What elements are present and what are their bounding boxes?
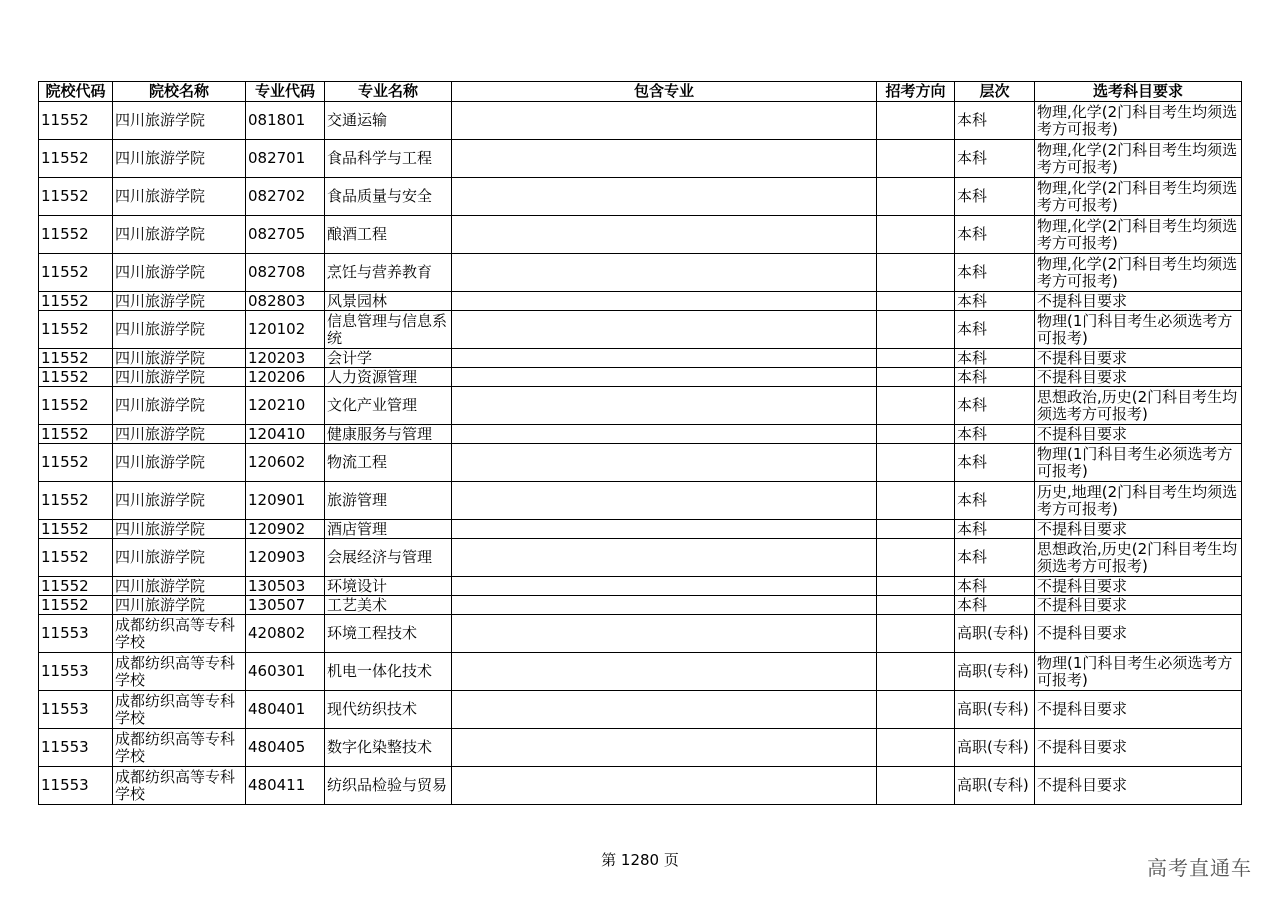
cell-major-name: 酒店管理 — [325, 520, 452, 539]
cell-major-code: 082702 — [246, 178, 325, 216]
cell-major-name: 文化产业管理 — [325, 387, 452, 425]
cell-included-majors — [452, 349, 877, 368]
cell-major-code: 082701 — [246, 140, 325, 178]
cell-major-code: 082708 — [246, 254, 325, 292]
col-header-major-name: 专业名称 — [325, 82, 452, 102]
cell-direction — [877, 311, 955, 349]
cell-major-name: 交通运输 — [325, 102, 452, 140]
table-body — [39, 102, 1242, 805]
cell-major-name: 食品质量与安全 — [325, 178, 452, 216]
cell-subject-requirement: 不提科目要求 — [1035, 767, 1242, 805]
cell-direction — [877, 425, 955, 444]
cell-direction — [877, 482, 955, 520]
cell-school-name: 四川旅游学院 — [113, 349, 246, 368]
cell-major-name: 烹饪与营养教育 — [325, 254, 452, 292]
cell-direction — [877, 520, 955, 539]
col-header-level: 层次 — [955, 82, 1035, 102]
cell-subject-requirement: 不提科目要求 — [1035, 349, 1242, 368]
cell-school-code: 11552 — [39, 292, 113, 311]
cell-level: 本科 — [955, 577, 1035, 596]
cell-direction — [877, 178, 955, 216]
cell-school-name: 成都纺织高等专科学校 — [113, 615, 246, 653]
cell-included-majors — [452, 216, 877, 254]
cell-level: 高职(专科) — [955, 615, 1035, 653]
cell-major-code: 120102 — [246, 311, 325, 349]
cell-direction — [877, 387, 955, 425]
cell-major-name: 物流工程 — [325, 444, 452, 482]
cell-major-code: 120210 — [246, 387, 325, 425]
cell-school-code: 11552 — [39, 368, 113, 387]
page-number: 第 1280 页 — [601, 851, 679, 869]
cell-major-name: 现代纺织技术 — [325, 691, 452, 729]
cell-major-name: 数字化染整技术 — [325, 729, 452, 767]
table-row — [39, 311, 1242, 349]
cell-school-name: 四川旅游学院 — [113, 368, 246, 387]
table-row — [39, 482, 1242, 520]
cell-subject-requirement: 不提科目要求 — [1035, 596, 1242, 615]
cell-level: 本科 — [955, 368, 1035, 387]
cell-included-majors — [452, 596, 877, 615]
table-row — [39, 102, 1242, 140]
cell-school-code: 11552 — [39, 216, 113, 254]
cell-major-code: 480405 — [246, 729, 325, 767]
cell-school-code: 11552 — [39, 349, 113, 368]
cell-school-code: 11552 — [39, 596, 113, 615]
table-row — [39, 767, 1242, 805]
cell-school-code: 11552 — [39, 539, 113, 577]
cell-included-majors — [452, 178, 877, 216]
cell-subject-requirement: 不提科目要求 — [1035, 520, 1242, 539]
cell-school-code: 11553 — [39, 729, 113, 767]
col-header-school-code: 院校代码 — [39, 82, 113, 102]
cell-school-code: 11553 — [39, 767, 113, 805]
cell-school-code: 11552 — [39, 520, 113, 539]
cell-subject-requirement: 不提科目要求 — [1035, 577, 1242, 596]
cell-level: 本科 — [955, 425, 1035, 444]
col-header-subject-requirement: 选考科目要求 — [1035, 82, 1242, 102]
cell-major-code: 120206 — [246, 368, 325, 387]
table-row — [39, 577, 1242, 596]
cell-school-code: 11553 — [39, 691, 113, 729]
cell-school-name: 四川旅游学院 — [113, 425, 246, 444]
cell-included-majors — [452, 102, 877, 140]
cell-direction — [877, 254, 955, 292]
table-row — [39, 596, 1242, 615]
header-row — [39, 82, 1242, 102]
cell-school-name: 四川旅游学院 — [113, 292, 246, 311]
cell-subject-requirement: 不提科目要求 — [1035, 615, 1242, 653]
cell-major-code: 120602 — [246, 444, 325, 482]
cell-school-code: 11553 — [39, 615, 113, 653]
cell-included-majors — [452, 615, 877, 653]
cell-subject-requirement: 物理,化学(2门科目考生均须选考方可报考) — [1035, 102, 1242, 140]
cell-school-code: 11552 — [39, 444, 113, 482]
cell-included-majors — [452, 387, 877, 425]
cell-major-code: 130503 — [246, 577, 325, 596]
cell-included-majors — [452, 539, 877, 577]
cell-direction — [877, 653, 955, 691]
cell-included-majors — [452, 691, 877, 729]
cell-level: 本科 — [955, 292, 1035, 311]
cell-included-majors — [452, 311, 877, 349]
cell-subject-requirement: 物理,化学(2门科目考生均须选考方可报考) — [1035, 140, 1242, 178]
cell-school-name: 成都纺织高等专科学校 — [113, 767, 246, 805]
cell-included-majors — [452, 653, 877, 691]
cell-school-code: 11552 — [39, 311, 113, 349]
cell-subject-requirement: 不提科目要求 — [1035, 292, 1242, 311]
cell-school-code: 11552 — [39, 577, 113, 596]
col-header-included-majors: 包含专业 — [452, 82, 877, 102]
cell-direction — [877, 292, 955, 311]
cell-school-name: 四川旅游学院 — [113, 596, 246, 615]
cell-subject-requirement: 不提科目要求 — [1035, 425, 1242, 444]
cell-level: 本科 — [955, 178, 1035, 216]
cell-subject-requirement: 思想政治,历史(2门科目考生均须选考方可报考) — [1035, 387, 1242, 425]
cell-subject-requirement: 思想政治,历史(2门科目考生均须选考方可报考) — [1035, 539, 1242, 577]
cell-school-name: 四川旅游学院 — [113, 444, 246, 482]
cell-major-code: 081801 — [246, 102, 325, 140]
table-row — [39, 615, 1242, 653]
cell-included-majors — [452, 767, 877, 805]
cell-major-name: 酿酒工程 — [325, 216, 452, 254]
col-header-major-code: 专业代码 — [246, 82, 325, 102]
cell-included-majors — [452, 729, 877, 767]
cell-included-majors — [452, 425, 877, 444]
table-row — [39, 387, 1242, 425]
cell-subject-requirement: 物理,化学(2门科目考生均须选考方可报考) — [1035, 254, 1242, 292]
cell-major-code: 480401 — [246, 691, 325, 729]
cell-major-name: 旅游管理 — [325, 482, 452, 520]
cell-major-name: 会计学 — [325, 349, 452, 368]
table-row — [39, 140, 1242, 178]
cell-major-code: 120903 — [246, 539, 325, 577]
table-row — [39, 444, 1242, 482]
cell-subject-requirement: 物理,化学(2门科目考生均须选考方可报考) — [1035, 178, 1242, 216]
cell-level: 本科 — [955, 102, 1035, 140]
cell-direction — [877, 615, 955, 653]
cell-included-majors — [452, 444, 877, 482]
table-row — [39, 292, 1242, 311]
cell-major-code: 082705 — [246, 216, 325, 254]
table-row — [39, 178, 1242, 216]
cell-direction — [877, 691, 955, 729]
cell-direction — [877, 596, 955, 615]
cell-level: 高职(专科) — [955, 653, 1035, 691]
cell-subject-requirement: 不提科目要求 — [1035, 368, 1242, 387]
cell-direction — [877, 349, 955, 368]
cell-major-name: 机电一体化技术 — [325, 653, 452, 691]
table-row — [39, 368, 1242, 387]
cell-major-name: 信息管理与信息系统 — [325, 311, 452, 349]
cell-level: 本科 — [955, 539, 1035, 577]
cell-major-name: 风景园林 — [325, 292, 452, 311]
cell-subject-requirement: 不提科目要求 — [1035, 729, 1242, 767]
cell-included-majors — [452, 368, 877, 387]
cell-school-code: 11552 — [39, 102, 113, 140]
cell-major-code: 480411 — [246, 767, 325, 805]
cell-major-name: 环境设计 — [325, 577, 452, 596]
cell-direction — [877, 216, 955, 254]
cell-major-name: 健康服务与管理 — [325, 425, 452, 444]
table-row — [39, 425, 1242, 444]
cell-level: 本科 — [955, 482, 1035, 520]
table-row — [39, 254, 1242, 292]
cell-major-name: 人力资源管理 — [325, 368, 452, 387]
cell-direction — [877, 539, 955, 577]
cell-school-name: 四川旅游学院 — [113, 311, 246, 349]
cell-school-name: 四川旅游学院 — [113, 178, 246, 216]
cell-level: 本科 — [955, 216, 1035, 254]
cell-included-majors — [452, 140, 877, 178]
cell-subject-requirement: 物理(1门科目考生必须选考方可报考) — [1035, 444, 1242, 482]
cell-level: 本科 — [955, 520, 1035, 539]
cell-direction — [877, 102, 955, 140]
cell-major-code: 120203 — [246, 349, 325, 368]
cell-subject-requirement: 物理(1门科目考生必须选考方可报考) — [1035, 653, 1242, 691]
cell-school-code: 11552 — [39, 387, 113, 425]
cell-school-code: 11552 — [39, 178, 113, 216]
table-row — [39, 216, 1242, 254]
cell-major-name: 纺织品检验与贸易 — [325, 767, 452, 805]
cell-school-name: 四川旅游学院 — [113, 577, 246, 596]
table-row — [39, 653, 1242, 691]
cell-level: 高职(专科) — [955, 729, 1035, 767]
cell-included-majors — [452, 292, 877, 311]
cell-school-name: 成都纺织高等专科学校 — [113, 691, 246, 729]
cell-major-code: 120902 — [246, 520, 325, 539]
watermark: 高考直通车 — [1147, 856, 1252, 880]
cell-major-code: 460301 — [246, 653, 325, 691]
cell-subject-requirement: 物理,化学(2门科目考生均须选考方可报考) — [1035, 216, 1242, 254]
cell-school-name: 四川旅游学院 — [113, 140, 246, 178]
cell-school-code: 11552 — [39, 482, 113, 520]
cell-major-name: 会展经济与管理 — [325, 539, 452, 577]
cell-school-name: 四川旅游学院 — [113, 102, 246, 140]
cell-school-name: 四川旅游学院 — [113, 387, 246, 425]
table-row — [39, 349, 1242, 368]
cell-major-name: 环境工程技术 — [325, 615, 452, 653]
cell-level: 本科 — [955, 444, 1035, 482]
cell-level: 本科 — [955, 387, 1035, 425]
cell-school-code: 11553 — [39, 653, 113, 691]
cell-school-name: 成都纺织高等专科学校 — [113, 653, 246, 691]
cell-major-code: 130507 — [246, 596, 325, 615]
cell-direction — [877, 444, 955, 482]
cell-direction — [877, 368, 955, 387]
col-header-school-name: 院校名称 — [113, 82, 246, 102]
cell-major-name: 食品科学与工程 — [325, 140, 452, 178]
cell-direction — [877, 729, 955, 767]
admission-table — [38, 81, 1242, 805]
cell-level: 本科 — [955, 349, 1035, 368]
cell-subject-requirement: 历史,地理(2门科目考生均须选考方可报考) — [1035, 482, 1242, 520]
cell-major-code: 082803 — [246, 292, 325, 311]
cell-major-code: 120901 — [246, 482, 325, 520]
cell-direction — [877, 767, 955, 805]
cell-major-code: 120410 — [246, 425, 325, 444]
cell-school-name: 四川旅游学院 — [113, 482, 246, 520]
cell-direction — [877, 140, 955, 178]
cell-subject-requirement: 物理(1门科目考生必须选考方可报考) — [1035, 311, 1242, 349]
cell-school-code: 11552 — [39, 140, 113, 178]
cell-included-majors — [452, 482, 877, 520]
cell-school-name: 四川旅游学院 — [113, 216, 246, 254]
cell-school-code: 11552 — [39, 254, 113, 292]
cell-major-name: 工艺美术 — [325, 596, 452, 615]
col-header-direction: 招考方向 — [877, 82, 955, 102]
cell-level: 本科 — [955, 254, 1035, 292]
cell-included-majors — [452, 254, 877, 292]
table-row — [39, 539, 1242, 577]
cell-included-majors — [452, 577, 877, 596]
table-row — [39, 729, 1242, 767]
cell-included-majors — [452, 520, 877, 539]
cell-school-code: 11552 — [39, 425, 113, 444]
cell-level: 高职(专科) — [955, 691, 1035, 729]
cell-school-name: 成都纺织高等专科学校 — [113, 729, 246, 767]
table-row — [39, 520, 1242, 539]
cell-major-code: 420802 — [246, 615, 325, 653]
cell-level: 本科 — [955, 140, 1035, 178]
cell-school-name: 四川旅游学院 — [113, 539, 246, 577]
cell-school-name: 四川旅游学院 — [113, 520, 246, 539]
cell-subject-requirement: 不提科目要求 — [1035, 691, 1242, 729]
cell-level: 本科 — [955, 311, 1035, 349]
cell-school-name: 四川旅游学院 — [113, 254, 246, 292]
table-row — [39, 691, 1242, 729]
cell-level: 本科 — [955, 596, 1035, 615]
cell-level: 高职(专科) — [955, 767, 1035, 805]
cell-direction — [877, 577, 955, 596]
